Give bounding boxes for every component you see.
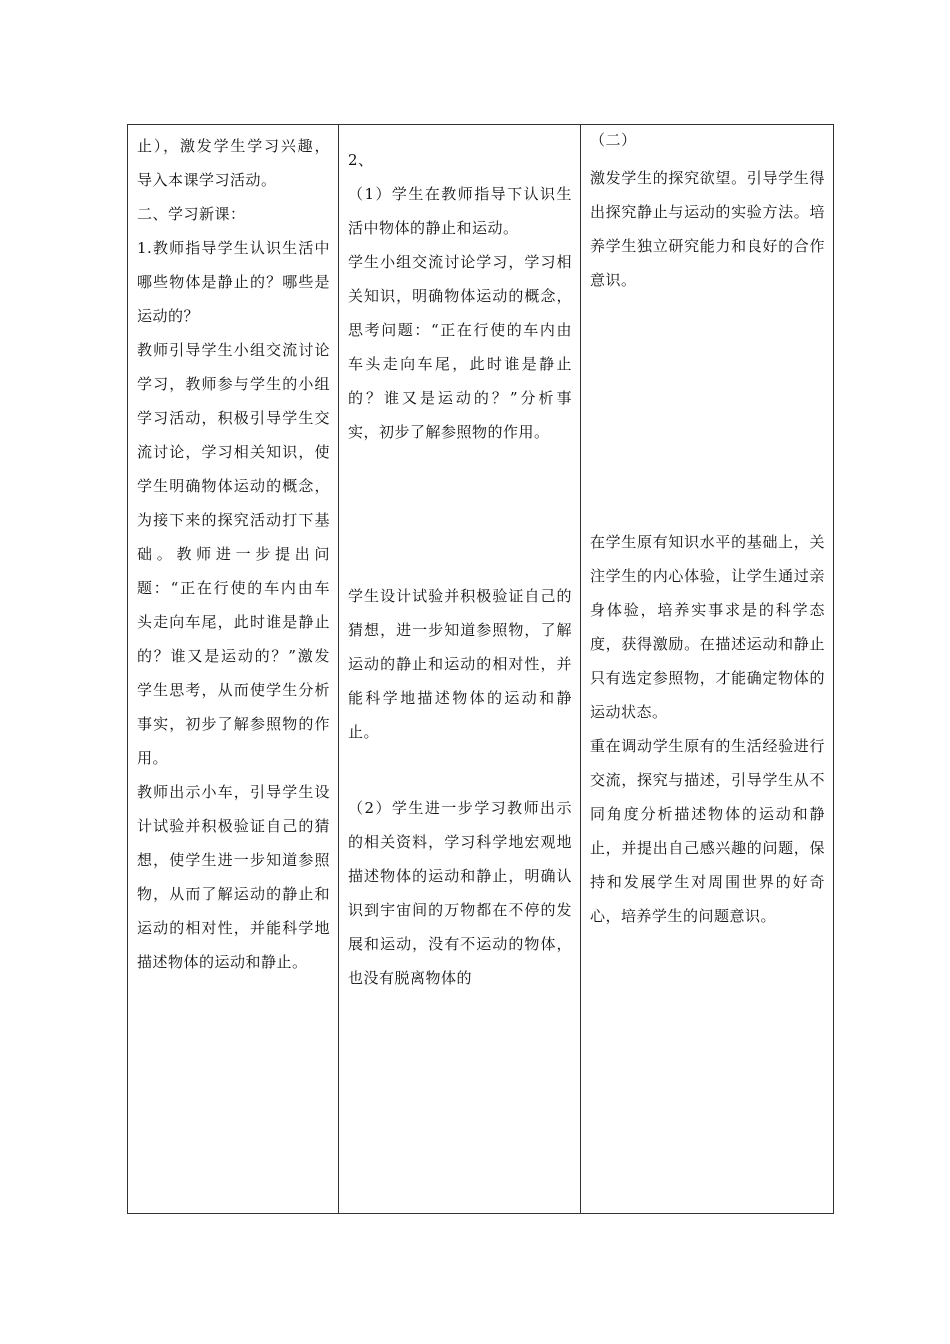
col3-para-curiosity: 重在调动学生原有的生活经验进行交流，探究与描述，引导学生从不同角度分析描述物体的运动和静止，并提出自己感兴趣的问题，保持和发展学生对周围世界的好奇心，培养学生的问题意识。 (590, 737, 825, 925)
spacer (348, 749, 572, 791)
col3-para-experience: 在学生原有知识水平的基础上，关注学生的内心体验，让学生通过亲身体验，培养实事求是的科学态度，获得激励。在描述运动和静止只有选定参照物，才能确定物体的运动状态。 (590, 533, 825, 721)
col1-para-experiment: 教师出示小车，引导学生设计试验并积极验证自己的猜想，使学生进一步知道参照物，从而了解运动的静止和运动的相对性，并能科学地描述物体的运动和静止。 (137, 783, 330, 971)
col2-para-number: 2、 (348, 151, 374, 169)
col3-para-inquiry: 激发学生的探究欲望。引导学生得出探究静止与运动的实验方法。培养学生独立研究能力和良好的合作意识。 (590, 169, 825, 289)
col2-para-experiment: 学生设计试验并积极验证自己的猜想，进一步知道参照物，了解运动的静止和运动的相对性，并能科学地描述物体的运动和静止。 (348, 587, 572, 741)
lesson-plan-table (127, 124, 834, 1214)
spacer (590, 297, 825, 525)
col1-para-intro: 止），激发学生学习兴趣，导入本课学习活动。 (137, 137, 330, 189)
col3-para-number: （二） (590, 131, 637, 149)
col1-para-section-heading: 二、学习新课： (137, 205, 246, 223)
design-intent-cell (581, 125, 834, 1214)
student-activity-cell (339, 125, 581, 1214)
col2-para-step1: （1）学生在教师指导下认识生活中物体的静止和运动。 (348, 185, 572, 237)
teacher-activity-cell (128, 125, 339, 1214)
spacer (348, 449, 572, 579)
col1-para-guidance: 教师引导学生小组交流讨论学习，教师参与学生的小组学习活动，积极引导学生交流讨论，学习相关知识，使学生明确物体运动的概念，为接下来的探究活动打下基础。教师进一步提出问题：“正在行使的车内由车头走向车尾，此时谁是静止的？谁又是运动的？”激发学生思考，从而使学生分析事实，初步了解参照物的作用。 (137, 341, 330, 767)
table-row (128, 125, 834, 1214)
col1-para-step1: 1.教师指导学生认识生活中哪些物体是静止的？哪些是运动的？ (137, 239, 330, 325)
col2-para-step2: （2）学生进一步学习教师出示的相关资料，学习科学地宏观地描述物体的运动和静止，明确认识到宇宙间的万物都在不停的发展和运动，没有不运动的物体，也没有脱离物体的 (348, 799, 572, 987)
col2-para-discussion: 学生小组交流讨论学习，学习相关知识，明确物体运动的概念，思考问题：“正在行使的车内由车头走向车尾，此时谁是静止的？谁又是运动的？”分析事实，初步了解参照物的作用。 (348, 253, 572, 441)
